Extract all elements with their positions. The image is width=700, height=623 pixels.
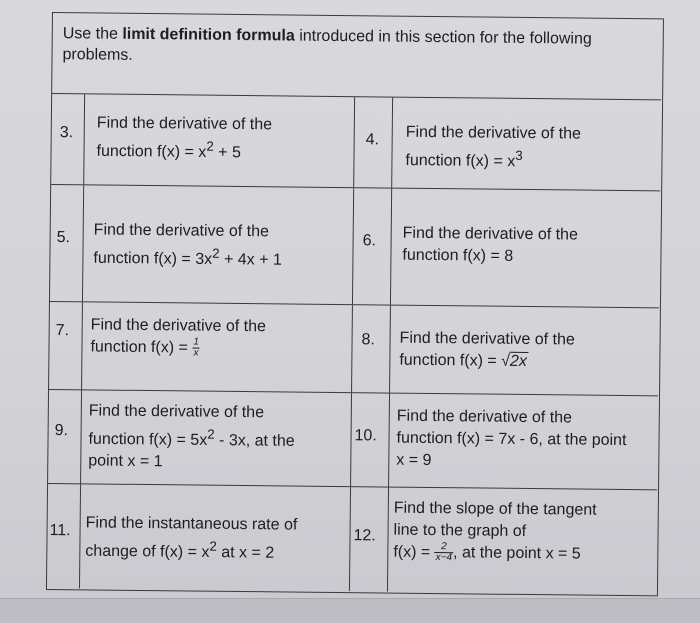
problem-text: function f(x) = 3x bbox=[93, 249, 213, 269]
column-divider bbox=[390, 189, 392, 305]
table-row bbox=[48, 390, 658, 490]
problem-line: point x = 1 bbox=[88, 452, 163, 471]
column-divider bbox=[79, 484, 81, 588]
column-divider bbox=[81, 302, 83, 389]
problem-text: function f(x) = x bbox=[405, 152, 516, 171]
fraction-denominator: x−4 bbox=[435, 552, 453, 564]
problem-number: 9. bbox=[54, 422, 69, 440]
problem-line: function f(x) = 8 bbox=[402, 246, 514, 265]
problem-text: function f(x) = 5x bbox=[88, 430, 208, 449]
problem-5-text bbox=[93, 219, 349, 272]
problem-line: line to the graph of bbox=[393, 521, 527, 540]
problem-line: Find the slope of the tangent bbox=[393, 499, 597, 519]
column-divider bbox=[389, 306, 391, 393]
problem-line bbox=[405, 144, 660, 175]
problem-line: function f(x) = 7x - 6, at the point bbox=[396, 429, 627, 450]
column-divider bbox=[82, 185, 84, 301]
fraction bbox=[192, 338, 200, 359]
column-divider bbox=[391, 98, 393, 188]
radicand: 2x bbox=[509, 352, 527, 370]
problem-8-text bbox=[399, 328, 654, 375]
instructions-suffix: introduced in this section for the following problems. bbox=[62, 27, 592, 64]
problem-line bbox=[393, 542, 655, 567]
problem-text: + 4x + 1 bbox=[219, 251, 282, 269]
problem-text: function f(x) = bbox=[399, 351, 502, 370]
column-divider bbox=[388, 394, 390, 487]
table-row bbox=[49, 302, 659, 396]
problem-12-text bbox=[393, 498, 656, 567]
problem-3-text bbox=[96, 112, 352, 165]
problem-line: x = 9 bbox=[396, 451, 432, 469]
exponent: 2 bbox=[207, 426, 215, 442]
fraction-numerator: 2 bbox=[435, 542, 454, 553]
problem-text: at x = 2 bbox=[216, 544, 275, 562]
problem-text: f(x) = bbox=[393, 543, 435, 562]
problem-line bbox=[88, 422, 343, 453]
problem-text: function f(x) = bbox=[90, 338, 193, 357]
fraction-numerator: 1 bbox=[193, 336, 199, 348]
photo-bottom-edge bbox=[0, 598, 700, 623]
problem-10-text bbox=[396, 406, 659, 475]
problem-line bbox=[85, 534, 340, 565]
fraction bbox=[435, 542, 454, 563]
problem-9-text bbox=[88, 400, 344, 475]
column-divider bbox=[83, 94, 85, 184]
worksheet bbox=[46, 12, 664, 596]
problem-7-text bbox=[90, 314, 345, 361]
problem-number: 5. bbox=[56, 229, 71, 247]
column-divider bbox=[387, 488, 389, 592]
problem-line: Find the derivative of the bbox=[90, 316, 267, 336]
problem-line bbox=[93, 241, 348, 272]
problem-line: Find the derivative of the bbox=[96, 114, 273, 134]
problem-number: 10. bbox=[354, 427, 377, 445]
problem-line: Find the derivative of the bbox=[402, 224, 579, 244]
table-row bbox=[51, 94, 661, 191]
column-divider bbox=[352, 188, 354, 304]
exponent: 2 bbox=[206, 138, 214, 154]
problem-text: function f(x) = x bbox=[96, 142, 207, 161]
exponent: 3 bbox=[515, 147, 523, 163]
instructions-prefix: Use the bbox=[62, 25, 123, 43]
fraction-denominator: x bbox=[193, 347, 199, 359]
problem-table bbox=[47, 93, 661, 594]
problem-number: 6. bbox=[362, 232, 377, 250]
problem-11-text bbox=[85, 512, 341, 565]
column-divider bbox=[350, 393, 352, 486]
problem-line bbox=[96, 134, 351, 165]
problem-text: , at the point x = 5 bbox=[453, 544, 581, 563]
problem-line bbox=[399, 350, 654, 375]
problem-number: 11. bbox=[49, 522, 71, 540]
radical-sign: √ bbox=[501, 352, 511, 370]
problem-line: Find the instantaneous rate of bbox=[85, 514, 298, 534]
problem-number: 8. bbox=[361, 331, 376, 349]
column-divider bbox=[351, 305, 353, 392]
problem-6-text bbox=[402, 223, 657, 270]
problem-4-text bbox=[405, 122, 661, 175]
problem-number: 4. bbox=[365, 131, 380, 149]
column-divider bbox=[80, 390, 82, 483]
problem-text: change of f(x) = x bbox=[85, 542, 210, 562]
column-divider bbox=[349, 487, 351, 591]
instructions-text bbox=[62, 23, 642, 71]
problem-line: Find the derivative of the bbox=[399, 329, 575, 349]
problem-line: Find the derivative of the bbox=[405, 123, 582, 143]
column-divider bbox=[353, 97, 355, 187]
problem-number: 3. bbox=[59, 124, 74, 142]
problem-number: 12. bbox=[353, 527, 376, 545]
instructions-bold: limit definition formula bbox=[122, 25, 295, 45]
table-row bbox=[50, 185, 660, 308]
table-row bbox=[47, 484, 657, 594]
problem-text: - 3x, at the bbox=[214, 432, 295, 450]
exponent: 2 bbox=[212, 245, 220, 261]
problem-line: Find the derivative of the bbox=[88, 402, 265, 422]
exponent: 2 bbox=[209, 538, 217, 554]
problem-line: Find the derivative of the bbox=[396, 407, 573, 427]
problem-text: + 5 bbox=[213, 144, 242, 162]
problem-line bbox=[90, 336, 345, 361]
problem-number: 7. bbox=[55, 322, 70, 340]
problem-line: Find the derivative of the bbox=[93, 221, 270, 241]
